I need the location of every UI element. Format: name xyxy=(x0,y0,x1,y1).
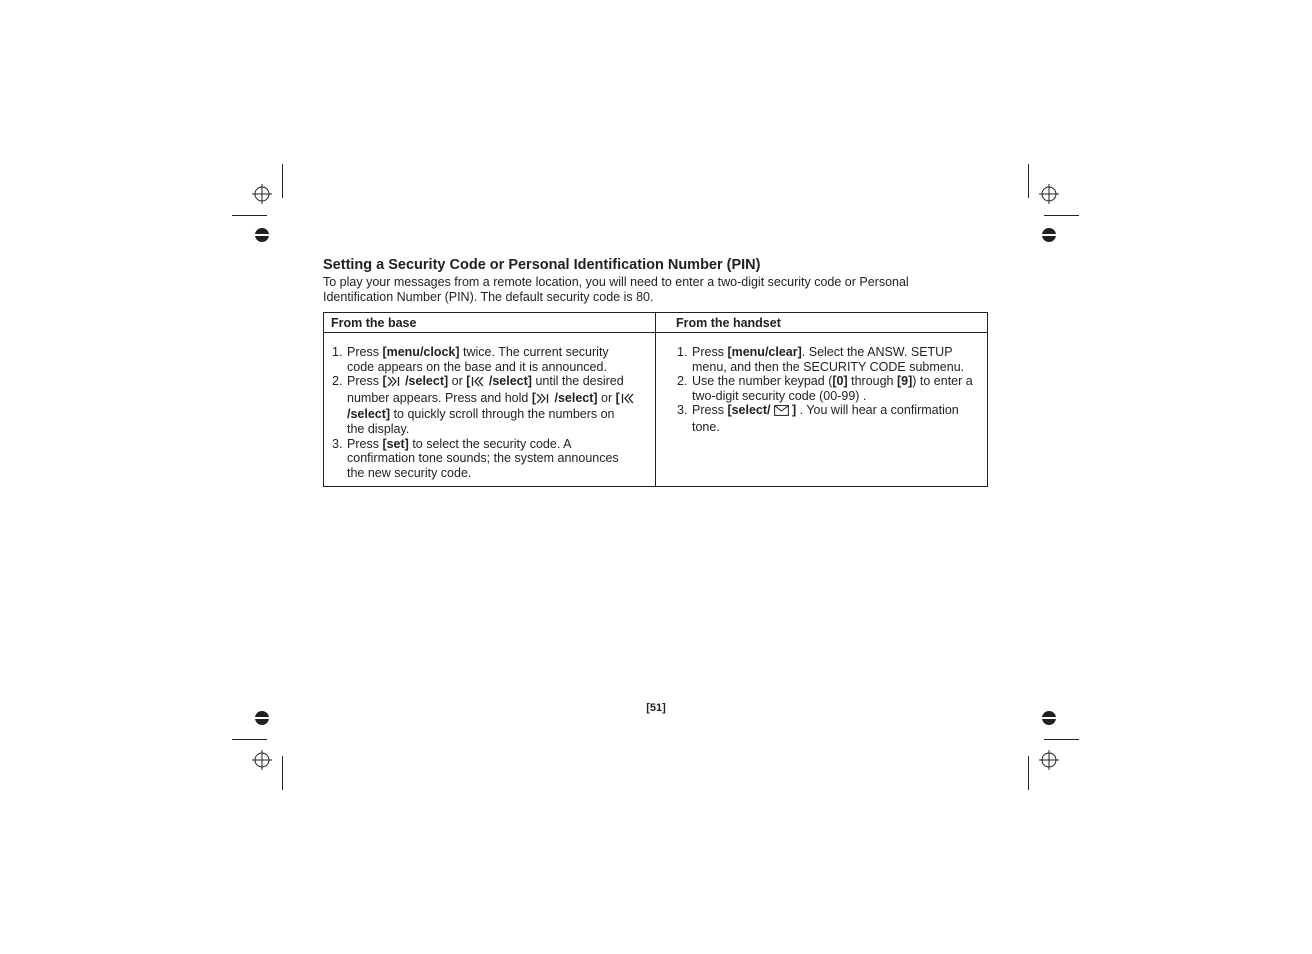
base-steps-cell xyxy=(324,333,656,487)
crop-mark-top-right-horizontal xyxy=(1044,215,1079,216)
list-item: 3. Press [set] to select the security code. A confirmation tone sounds; the system announces the new security code. xyxy=(332,436,619,480)
key-label: [0] xyxy=(832,374,848,389)
crop-mark-bottom-left-vertical xyxy=(282,756,283,790)
section-heading: Setting a Security Code or Personal Identification Number (PIN) xyxy=(323,257,761,273)
registration-mark-bottom-left xyxy=(252,750,272,770)
handset-steps-list xyxy=(676,345,975,435)
list-item: 2. Press [ /select] or [ /select] until the desired number appears. Press and hold [ /select] or [ /select] to quickly scroll through the numbers on the display. xyxy=(331,374,635,436)
page-number: [51] xyxy=(646,702,666,714)
envelope-icon xyxy=(774,405,789,420)
skip-back-icon xyxy=(470,376,485,391)
skip-forward-icon xyxy=(387,376,402,391)
registration-dot-top-left xyxy=(255,228,269,242)
crop-mark-top-left-horizontal xyxy=(232,215,267,216)
registration-mark-top-left xyxy=(252,184,272,204)
handset-steps-cell xyxy=(656,333,988,487)
registration-mark-top-right xyxy=(1039,184,1059,204)
manual-section xyxy=(323,255,988,487)
skip-back-icon xyxy=(620,393,635,408)
instructions-table xyxy=(323,312,988,487)
crop-mark-top-right-vertical xyxy=(1028,164,1029,198)
key-label: [menu/clock] xyxy=(382,345,460,359)
list-item: 2. Use the number keypad ([0] through [9]) to enter a two-digit security code (00-99) . xyxy=(677,374,973,403)
base-steps-list xyxy=(331,345,635,480)
list-item: 3. Press [select/ ] . You will hear a confirmation tone. xyxy=(677,403,959,434)
key-label: [menu/clear] xyxy=(727,345,802,359)
key-label: [set] xyxy=(382,436,409,451)
key-label: [9] xyxy=(896,374,913,389)
list-item: 1. Press [menu/clock] twice. The current security code appears on the base and it is announced. xyxy=(332,345,609,374)
skip-forward-icon xyxy=(536,393,551,408)
crop-mark-top-left-vertical xyxy=(282,164,283,198)
column-header-base: From the base xyxy=(324,313,656,333)
list-item: 1. Press [menu/clear]. Select the ANSW. SETUP menu, and then the SECURITY CODE submenu. xyxy=(677,345,965,374)
column-header-handset: From the handset xyxy=(656,313,988,333)
section-intro: To play your messages from a remote location, you will need to enter a two-digit security code or Personal Identification Number (PIN). The default security code is 80. xyxy=(323,275,909,304)
registration-mark-bottom-right xyxy=(1039,750,1059,770)
crop-mark-bottom-right-vertical xyxy=(1028,756,1029,790)
registration-dot-top-right xyxy=(1042,228,1056,242)
crop-mark-bottom-right-horizontal xyxy=(1044,739,1079,740)
crop-mark-bottom-left-horizontal xyxy=(232,739,267,740)
